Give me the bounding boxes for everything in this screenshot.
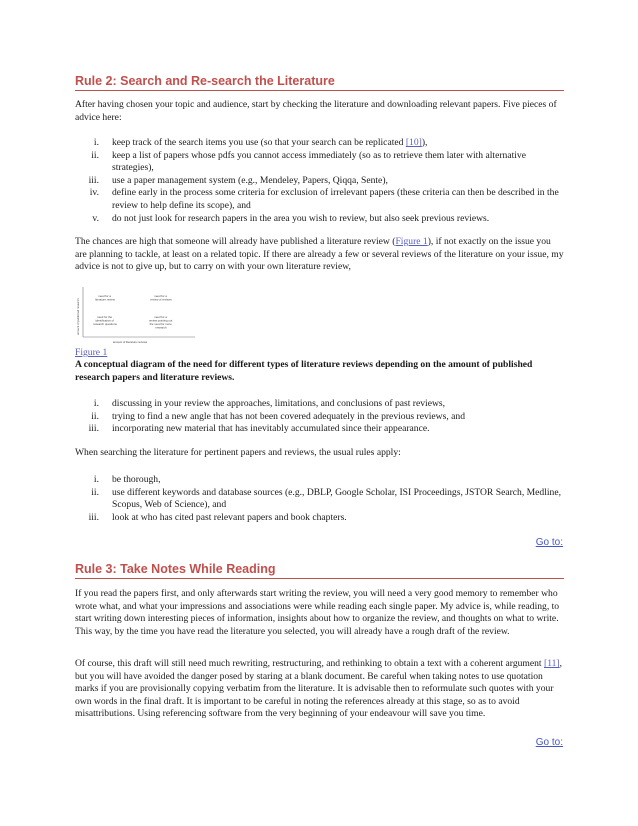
advice-list: [75, 137, 564, 225]
figure-1-inline-link[interactable]: Figure 1: [395, 236, 428, 247]
figure-1-diagram[interactable]: [75, 285, 200, 347]
figure-1-caption: A conceptual diagram of the need for different types of literature reviews depending on the amount of published research papers and literature reviews.: [75, 359, 533, 383]
searching-paragraph: When searching the literature for pertinent papers and reviews, the usual rules apply:: [75, 447, 401, 458]
quadrant-top-right-label: need for a review of reviews: [150, 294, 172, 302]
rule3-paragraph-1: If you read the papers first, and only afterwards start writing the review, you will need a very good memory to remember who wrote what, and what your impressions and associations were while reading each single paper. My advice is, while reading, to start writing down interesting pieces of information, insights about how to organize the review, and thoughts on what to write. This way, by the time you have read the literature you selected, you will already have a rough draft of the review.: [75, 588, 560, 637]
citation-link[interactable]: [10]: [405, 137, 422, 148]
goto-link-rule2[interactable]: Go to:: [535, 537, 563, 548]
rule2-heading: Rule 2: Search and Re-search the Literature: [75, 74, 564, 91]
goto-link-rule3[interactable]: Go to:: [535, 737, 563, 748]
advice-item: ii. keep a list of papers whose pdfs you cannot access immediately (so as to retrieve them later with alternative strategies),: [91, 149, 526, 174]
citation-link[interactable]: [11]: [544, 658, 560, 669]
advice-item: v. do not just look for research papers in the area you wish to review, but also seek previous reviews.: [92, 212, 490, 224]
rule2-intro: After having chosen your topic and audience, start by checking the literature and downloading relevant papers. Five pieces of advice here:: [75, 99, 557, 123]
approach-item: ii. trying to find a new angle that has not been covered adequately in the previous reviews, and: [91, 410, 465, 422]
figure-1-svg: [75, 285, 200, 347]
figure-1-link[interactable]: Figure 1: [75, 347, 108, 358]
chances-paragraph: The chances are high that someone will already have published a literature review (Figure 1), if not exactly on the issue you are planning to tackle, at least on a related topic. If there are already a few or several reviews of the literature on your issue, my advice is not to give up, but to carry on with your own literature review,: [75, 236, 564, 273]
rule3-paragraph-2: Of course, this draft will still need much rewriting, restructuring, and rethinking to obtain a text with a coherent argument [11], but you will have avoided the danger posed by staring at a blank document. Be careful when taking notes to use quotation marks if you are provisionally copying verbatim from the literature. It is advisable then to reformulate such quotes with your own words in the final draft. It is important to be careful in noting the references already at this stage, so as to avoid misattributions. Using referencing software from the very beginning of your endeavour will save you time.: [75, 658, 563, 720]
search-rules-list: [75, 474, 564, 524]
approach-list: [75, 398, 564, 436]
advice-item: i. keep track of the search items you use (so that your search can be replicated [10]),: [93, 137, 428, 148]
approach-item: iii. incorporating new material that has inevitably accumulated since their appearance.: [88, 423, 430, 435]
search-rule-item: i. be thorough,: [93, 474, 161, 485]
search-rule-item: iii. look at who has cited past relevant papers and book chapters.: [88, 511, 347, 523]
quadrant-bottom-right-label: need for a review pointing out the need for more research: [148, 315, 173, 330]
search-rule-item: ii. use different keywords and database sources (e.g., DBLP, Google Scholar, ISI Proceedings, JSTOR Search, Medline, Scopus, Web of Science), and: [91, 486, 562, 511]
x-axis-label: amount of literature reviews: [112, 340, 148, 344]
advice-item: iv. define early in the process some criteria for exclusion of irrelevant papers (these criteria can then be described in the review to help define its scope), and: [89, 187, 559, 211]
quadrant-top-left-label: need for a literature review: [95, 294, 115, 302]
approach-item: i. discussing in your review the approaches, limitations, and conclusions of past reviews,: [93, 398, 446, 409]
quadrant-bottom-left-label: need for the identification of research questions: [93, 315, 117, 326]
rule3-heading: Rule 3: Take Notes While Reading: [75, 562, 564, 579]
y-axis-label: amount of published research: [76, 298, 80, 335]
advice-item: iii. use a paper management system (e.g., Mendeley, Papers, Qiqqa, Sente),: [88, 174, 388, 186]
